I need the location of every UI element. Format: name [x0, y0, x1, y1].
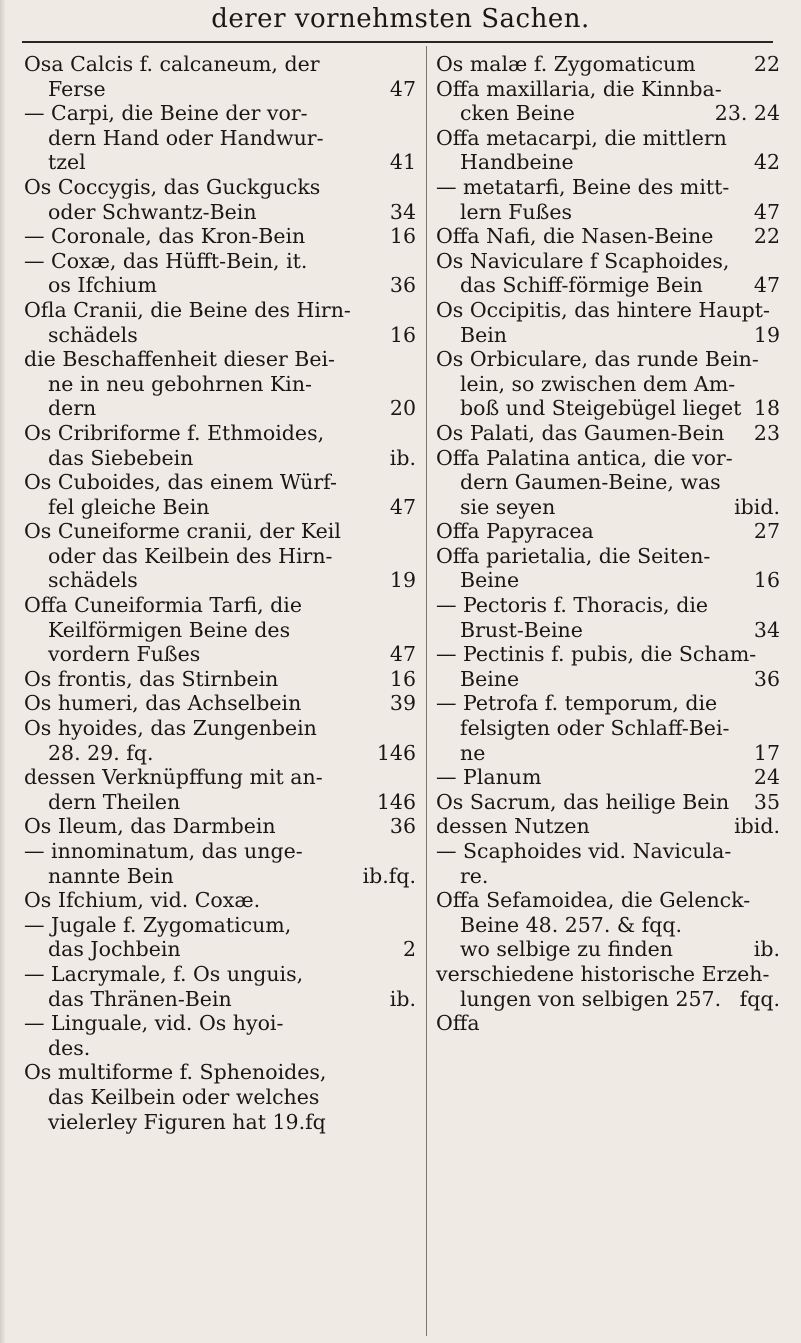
- index-entry-line: — Carpi, die Beine der vor-: [24, 101, 308, 126]
- page-reference: 41: [389, 150, 416, 175]
- index-entry-line: dessen Nutzen ibid.: [436, 814, 780, 839]
- index-entry: [436, 421, 780, 446]
- page-reference: 22: [753, 52, 780, 76]
- index-entry: [436, 224, 780, 249]
- index-entry-line: Offa Palatina antica, die vor-: [436, 445, 733, 470]
- page-reference: 47: [389, 76, 416, 101]
- page-reference: 16: [389, 224, 416, 249]
- index-entry-line: felsigten oder Schlaff-Bei-: [460, 716, 730, 741]
- index-entry-line: Offa Sefamoidea, die Gelenck-: [436, 888, 751, 913]
- index-entry-line: Os malæ f. Zygomaticum 22: [436, 52, 780, 76]
- index-entry: [436, 446, 780, 520]
- page-reference: 16: [389, 322, 416, 347]
- index-entry-line: des.: [48, 1035, 91, 1060]
- index-entry-line: Offa maxillaria, die Kinnba-: [436, 76, 722, 101]
- index-entry-line: Bein 19: [460, 322, 780, 347]
- header-rule: [22, 41, 773, 43]
- page-reference: 24: [753, 765, 780, 790]
- page-reference: 23. 24: [714, 101, 780, 126]
- page-reference: 42: [753, 150, 780, 175]
- index-entry-line: — Lacrymale, f. Os unguis,: [24, 961, 304, 986]
- index-entry: [436, 298, 780, 347]
- index-entry: [24, 519, 416, 593]
- index-entry-line: vielerley Figuren hat 19.fq: [48, 1109, 326, 1134]
- index-entry-line: ne in neu gebohrnen Kin-: [48, 371, 312, 396]
- index-entry-line: nannte Bein ib.fq.: [48, 863, 416, 888]
- page-reference: 34: [389, 199, 416, 224]
- index-entry-line: das Keilbein oder welches: [48, 1084, 320, 1109]
- index-entry-line: Os Cuneiforme cranii, der Keil: [24, 519, 341, 544]
- index-entry: [24, 888, 416, 913]
- page-reference: 2: [402, 937, 416, 962]
- index-entry: [24, 298, 416, 347]
- page-reference: 36: [389, 273, 416, 298]
- page-reference: 39: [389, 691, 416, 716]
- index-entry-line: cken Beine 23. 24: [460, 101, 780, 126]
- index-entry-line: Os Coccygis, das Guckgucks: [24, 174, 321, 199]
- column-divider: [426, 46, 427, 1336]
- page-reference: ib.: [389, 445, 416, 470]
- index-entry-line: oder das Keilbein des Hirn-: [48, 543, 333, 568]
- index-entry: [436, 839, 780, 888]
- page-reference: ib.: [389, 986, 416, 1011]
- index-entry: [24, 593, 416, 667]
- index-entry: [436, 888, 780, 962]
- index-entry: [436, 519, 780, 544]
- page-reference: 34: [753, 617, 780, 642]
- index-entry-line: os Ifchium 36: [48, 273, 416, 298]
- index-entry-line: Os frontis, das Stirnbein 16: [24, 666, 416, 691]
- index-entry-line: Beine 36: [460, 666, 780, 691]
- index-entry: [436, 814, 780, 839]
- index-entry: [24, 470, 416, 519]
- right-column: [436, 52, 780, 1036]
- page-reference: 19: [389, 568, 416, 593]
- index-entry: [436, 962, 780, 1011]
- index-entry: [436, 691, 780, 765]
- index-entry-line: dern Theilen 146: [48, 789, 416, 814]
- index-entry-line: Os Ileum, das Darmbein 36: [24, 814, 416, 839]
- page-reference: 27: [753, 519, 780, 544]
- index-entry-line: lungen von selbigen 257. fqq.: [460, 986, 780, 1011]
- index-entry-line: schädels 19: [48, 568, 416, 593]
- index-entry: [436, 765, 780, 790]
- index-entry-line: verschiedene historische Erzeh-: [436, 961, 770, 986]
- index-entry-line: Os Occipitis, das hintere Haupt-: [436, 297, 770, 322]
- index-entry-line: — Jugale f. Zygomaticum,: [24, 912, 292, 937]
- page-reference: 19: [753, 322, 780, 347]
- index-entry: [24, 1011, 416, 1060]
- index-entry-line: fel gleiche Bein 47: [48, 494, 416, 519]
- index-entry: [436, 1011, 780, 1036]
- index-entry-line: Handbeine 42: [460, 150, 780, 175]
- page-reference: 16: [753, 568, 780, 593]
- page-reference: ibid.: [734, 814, 780, 839]
- index-entry-line: lein, so zwischen dem Am-: [460, 371, 736, 396]
- index-entry-line: die Beschaffenheit dieser Bei-: [24, 347, 335, 372]
- index-entry-line: — Coxæ, das Hüfft-Bein, it.: [24, 248, 308, 273]
- index-entry-line: das Thränen-Bein ib.: [48, 986, 416, 1011]
- index-entry-line: Os Ifchium, vid. Coxæ.: [24, 888, 261, 913]
- index-entry-line: schädels 16: [48, 322, 416, 347]
- index-entry-line: — Petrofa f. temporum, die: [436, 691, 718, 716]
- index-entry-line: Offa: [436, 1011, 480, 1036]
- index-entry-line: boß und Steigebügel lieget 18: [460, 396, 780, 421]
- index-entry: [436, 347, 780, 421]
- left-column: [24, 52, 416, 1134]
- index-entry-line: dern 20: [48, 396, 416, 421]
- index-entry: [24, 249, 416, 298]
- index-entry: [436, 77, 780, 126]
- index-entry-line: re.: [460, 863, 489, 888]
- page-reference: fqq.: [739, 986, 780, 1011]
- index-entry-line: dern Hand oder Handwur-: [48, 125, 324, 150]
- page-reference: 16: [389, 666, 416, 691]
- index-entry-line: tzel 41: [48, 150, 416, 175]
- index-entry-line: Osa Calcis f. calcaneum, der: [24, 52, 320, 76]
- index-entry-line: oder Schwantz-Bein 34: [48, 199, 416, 224]
- index-entry: [436, 642, 780, 691]
- index-entry-line: — innominatum, das unge-: [24, 839, 303, 863]
- index-entry: [436, 126, 780, 175]
- index-entry-line: lern Fußes 47: [460, 199, 780, 224]
- page-reference: 22: [753, 224, 780, 249]
- index-entry-line: Os hyoides, das Zungenbein: [24, 716, 317, 741]
- index-entry-line: Os Cribriforme f. Ethmoides,: [24, 420, 325, 445]
- page-reference: 47: [389, 642, 416, 667]
- page-fold-shadow: [0, 0, 6, 1343]
- index-entry-line: Os multiforme f. Sphenoides,: [24, 1060, 327, 1085]
- page-reference: 23: [753, 420, 780, 445]
- index-entry-line: Offa metacarpi, die mittlern: [436, 125, 727, 150]
- index-entry-line: 28. 29. fq. 146: [48, 740, 416, 765]
- page-reference: 36: [753, 666, 780, 691]
- index-entry-line: — Linguale, vid. Os hyoi-: [24, 1011, 284, 1036]
- page-reference: ib.: [753, 937, 780, 962]
- index-entry-line: dessen Verknüpffung mit an-: [24, 765, 323, 790]
- index-entry-line: — Coronale, das Kron-Bein 16: [24, 224, 416, 249]
- index-entry-line: wo selbige zu finden ib.: [460, 937, 780, 962]
- index-entry-line: — metatarfi, Beine des mitt-: [436, 174, 730, 199]
- index-entry: [436, 544, 780, 593]
- index-entry-line: sie seyen ibid.: [460, 494, 780, 519]
- index-entry: [436, 249, 780, 298]
- index-entry-line: Os Orbiculare, das runde Bein-: [436, 347, 759, 372]
- index-entry: [24, 175, 416, 224]
- index-entry: [24, 52, 416, 101]
- index-entry-line: dern Gaumen-Beine, was: [460, 470, 721, 495]
- index-entry-line: Os Cuboides, das einem Würf-: [24, 470, 337, 495]
- page-reference: ibid.: [734, 494, 780, 519]
- index-entry: [24, 421, 416, 470]
- index-entry-line: Os Palati, das Gaumen-Bein 23: [436, 420, 780, 445]
- index-entry: [436, 175, 780, 224]
- page-reference: 17: [753, 740, 780, 765]
- index-entry: [24, 716, 416, 765]
- page-reference: 20: [389, 396, 416, 421]
- index-entry: [24, 913, 416, 962]
- index-entry: [436, 790, 780, 815]
- index-entry-line: — Scaphoides vid. Navicula-: [436, 839, 732, 863]
- index-entry-line: Beine 48. 257. & fqq.: [460, 912, 682, 937]
- index-entry-line: — Pectoris f. Thoracis, die: [436, 593, 709, 618]
- index-entry: [24, 691, 416, 716]
- index-entry-line: Os humeri, das Achselbein 39: [24, 691, 416, 716]
- index-entry-line: Os Naviculare f Scaphoides,: [436, 248, 730, 273]
- page-reference: 47: [753, 273, 780, 298]
- index-entry-line: Beine 16: [460, 568, 780, 593]
- index-entry: [24, 814, 416, 839]
- index-entry: [24, 839, 416, 888]
- index-entry-line: das Schiff-förmige Bein 47: [460, 273, 780, 298]
- index-entry-line: Offa Papyracea 27: [436, 519, 780, 544]
- page-reference: 146: [376, 740, 416, 765]
- index-entry-line: Ofla Cranii, die Beine des Hirn-: [24, 297, 351, 322]
- index-entry: [436, 52, 780, 77]
- index-entry: [24, 962, 416, 1011]
- index-entry-line: Keilförmigen Beine des: [48, 617, 291, 642]
- index-entry: [24, 765, 416, 814]
- index-entry-line: Offa Nafi, die Nasen-Beine 22: [436, 224, 780, 249]
- index-entry-line: — Planum 24: [436, 765, 780, 790]
- index-entry-line: — Pectinis f. pubis, die Scham-: [436, 642, 757, 667]
- page-reference: ib.fq.: [362, 863, 416, 888]
- index-entry-line: vordern Fußes 47: [48, 642, 416, 667]
- index-entry-line: das Siebebein ib.: [48, 445, 416, 470]
- page-reference: 36: [389, 814, 416, 839]
- index-entry: [24, 667, 416, 692]
- index-entry: [24, 101, 416, 175]
- page-reference: 47: [389, 494, 416, 519]
- index-entry-line: Offa parietalia, die Seiten-: [436, 543, 711, 568]
- index-entry: [436, 593, 780, 642]
- index-entry: [24, 1060, 416, 1134]
- index-entry-line: das Jochbein 2: [48, 937, 416, 962]
- page-reference: 146: [376, 789, 416, 814]
- index-entry-line: Os Sacrum, das heilige Bein 35: [436, 789, 780, 814]
- running-header: derer vornehmsten Sachen.: [211, 4, 590, 34]
- index-entry-line: Ferse 47: [48, 76, 416, 101]
- index-entry: [24, 347, 416, 421]
- page-reference: 35: [753, 789, 780, 814]
- index-entry-line: Offa Cuneiformia Tarfi, die: [24, 593, 302, 618]
- index-entry-line: Brust-Beine 34: [460, 617, 780, 642]
- index-entry: [24, 224, 416, 249]
- index-entry-line: ne 17: [460, 740, 780, 765]
- page-reference: 47: [753, 199, 780, 224]
- page-reference: 18: [753, 396, 780, 421]
